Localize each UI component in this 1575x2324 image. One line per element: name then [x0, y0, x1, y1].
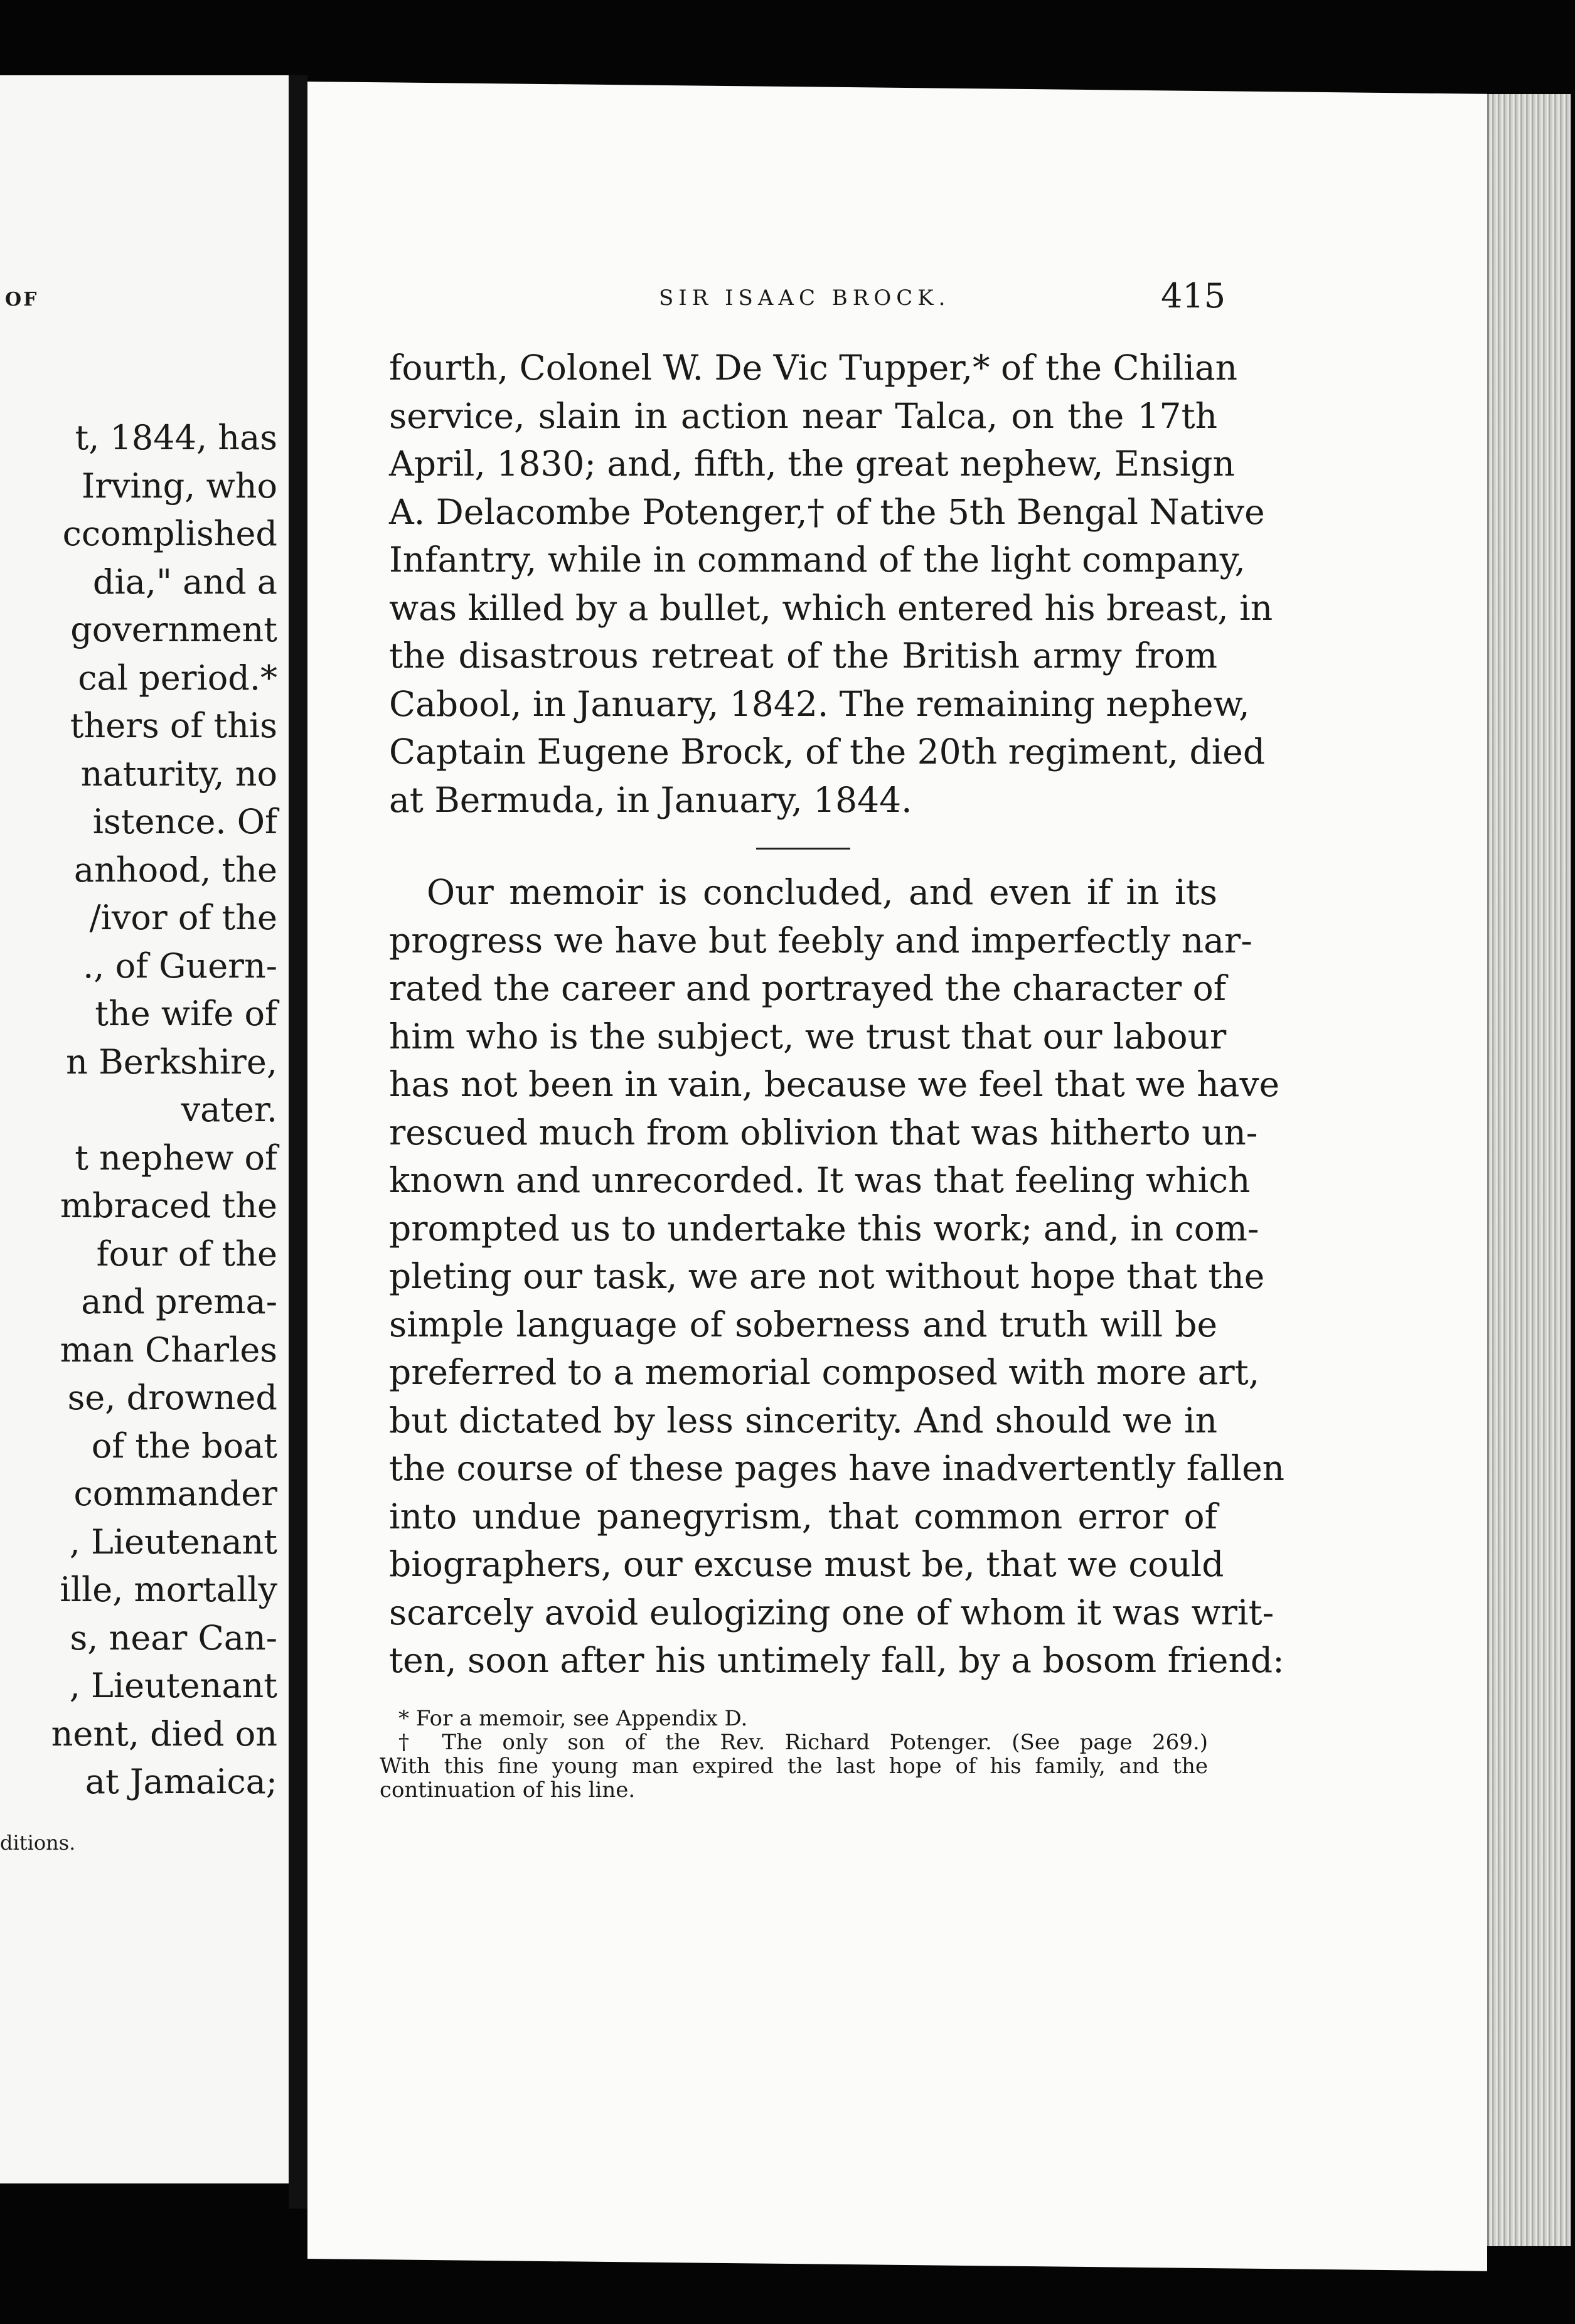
text-line: Cabool, in January, 1842. The remaining nephew,: [389, 683, 1250, 724]
text-line: the disastrous retreat of the British army from: [389, 636, 1217, 676]
text-line: Captain Eugene Brock, of the 20th regiment, died: [389, 732, 1266, 772]
section-rule: [756, 848, 850, 850]
left-text-line: , Lieutenant: [69, 1522, 277, 1562]
page-edges: [1487, 94, 1571, 2246]
paragraph-2: [389, 868, 1285, 1685]
left-text-line: cal period.*: [78, 658, 277, 698]
text-line: Infantry, while in command of the light company,: [389, 540, 1246, 580]
text-line: has not been in vain, because we feel that we have: [389, 1064, 1280, 1104]
text-line: the course of these pages have inadvertently fallen: [389, 1448, 1285, 1488]
text-line: A. Delacombe Potenger,† of the 5th Bengal Native: [389, 491, 1265, 532]
left-running-head: OF: [5, 289, 39, 311]
running-head: SIR ISAAC BROCK.: [659, 285, 951, 311]
left-footnote-fragment: ditions.: [0, 1831, 76, 1855]
left-text-line: ccomplished: [62, 514, 277, 553]
left-text-line: anhood, the: [73, 850, 277, 890]
text-line: into undue panegyrism, that common error of: [389, 1496, 1217, 1537]
left-text-line: man Charles: [60, 1330, 277, 1370]
left-text-line: /ivor of the: [89, 898, 277, 937]
text-line: Our memoir is concluded, and even if in its: [427, 872, 1217, 912]
left-text-line: Irving, who: [81, 466, 277, 506]
text-line: scarcely avoid eulogizing one of whom it was writ-: [389, 1592, 1274, 1633]
text-line: preferred to a memorial composed with more art,: [389, 1352, 1260, 1392]
left-text-line: government: [70, 610, 277, 649]
left-text-line: se, drowned: [67, 1378, 277, 1417]
page-body: [389, 344, 1285, 1685]
text-line: known and unrecorded. It was that feeling which: [389, 1160, 1251, 1200]
left-text-line: thers of this: [70, 706, 277, 745]
left-text-line: nent, died on: [51, 1714, 277, 1754]
left-text-line: t nephew of: [75, 1138, 277, 1178]
left-text-line: t, 1844, has: [75, 418, 277, 457]
text-line: ten, soon after his untimely fall, by a bosom friend:: [389, 1640, 1284, 1680]
left-text-line: , Lieutenant: [69, 1666, 277, 1705]
book-gutter: [289, 75, 307, 2209]
footnote-line: * For a memoir, see Appendix D.: [398, 1706, 748, 1731]
footnote-line: With this fine young man expired the last hope of his family, and the: [380, 1754, 1208, 1779]
left-text-line: s, near Can-: [70, 1618, 277, 1658]
left-text-line: commander: [73, 1474, 277, 1513]
left-text-line: of the boat: [91, 1426, 277, 1466]
text-line: fourth, Colonel W. De Vic Tupper,* of the Chilian: [389, 348, 1238, 388]
text-line: prompted us to undertake this work; and, in com-: [389, 1208, 1259, 1249]
left-text-line: and prema-: [81, 1282, 277, 1321]
left-text-line: istence. Of: [92, 802, 277, 841]
text-line: April, 1830; and, fifth, the great nephew, Ensign: [389, 444, 1235, 484]
footnotes: [380, 1707, 1208, 1802]
text-line: pleting our task, we are not without hope that the: [389, 1256, 1265, 1296]
text-line: progress we have but feebly and imperfectly nar-: [389, 920, 1252, 961]
page-number: 415: [1161, 276, 1226, 316]
footnote-line: continuation of his line.: [380, 1778, 636, 1803]
left-text-line: four of the: [96, 1234, 277, 1274]
left-page: [0, 75, 292, 2183]
left-text-line: ., of Guern-: [83, 946, 277, 986]
text-line: service, slain in action near Talca, on the 17th: [389, 395, 1217, 436]
text-line: biographers, our excuse must be, that we could: [389, 1544, 1224, 1584]
text-line: was killed by a bullet, which entered his breast, in: [389, 587, 1273, 628]
left-text-line: n Berkshire,: [66, 1042, 277, 1082]
text-line: simple language of soberness and truth will be: [389, 1304, 1217, 1345]
left-text-line: dia," and a: [92, 562, 277, 602]
left-text-line: naturity, no: [80, 754, 277, 794]
left-page-text: [1, 414, 277, 1806]
text-line: him who is the subject, we trust that our labour: [389, 1016, 1227, 1057]
left-text-line: mbraced the: [60, 1186, 277, 1225]
left-text-line: ille, mortally: [60, 1570, 277, 1609]
footnote-line: † The only son of the Rev. Richard Potenger. (See page 269.): [398, 1730, 1208, 1755]
left-text-line: at Jamaica;: [85, 1762, 277, 1801]
text-line: rescued much from oblivion that was hitherto un-: [389, 1112, 1258, 1153]
text-line: at Bermuda, in January, 1844.: [389, 779, 912, 820]
text-line: but dictated by less sincerity. And should we in: [389, 1400, 1217, 1441]
left-text-line: the wife of: [95, 994, 277, 1033]
text-line: rated the career and portrayed the character of: [389, 968, 1227, 1008]
paragraph-1: [389, 344, 1273, 824]
left-text-line: vater.: [181, 1090, 277, 1129]
